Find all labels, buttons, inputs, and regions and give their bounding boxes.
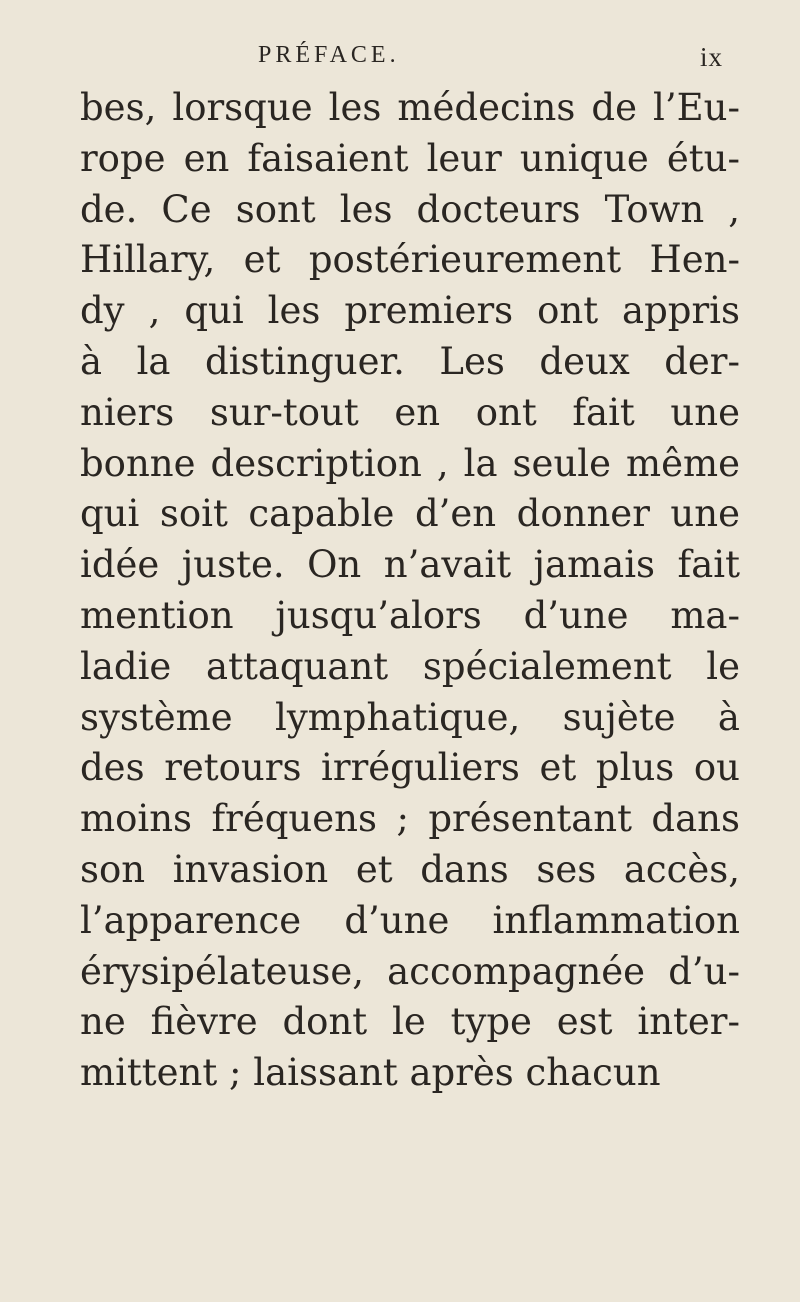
running-title: PRÉFACE. [258,42,400,68]
text-line: ladie attaquant spécialement le [80,644,740,688]
running-head [0,42,800,78]
text-line: l’apparence d’une inflammation [80,898,740,942]
text-line: mention jusqu’alors d’une ma- [80,593,740,637]
text-line: son invasion et dans ses accès, [80,847,740,891]
text-line: bes, lorsque les médecins de l’Eu- [80,86,740,129]
text-line: des retours irréguliers et plus ou [80,746,740,790]
text-line: rope en faisaient leur unique étu- [80,136,740,180]
text-line: de. Ce sont les docteurs Town , [80,187,740,231]
text-line: idée juste. On n’avait jamais fait [80,543,740,587]
text-line: Hillary, et postérieurement Hen- [80,238,740,282]
text-line: moins fréquens ; présentant dans [80,797,740,841]
page-number: ix [700,42,724,72]
body-text [80,83,740,1099]
text-line: à la distinguer. Les deux der- [80,339,740,383]
text-line: ne fièvre dont le type est inter- [80,1000,740,1044]
text-line: système lymphatique, sujète à [80,695,740,739]
text-line: dy , qui les premiers ont appris [80,289,740,333]
text-line: bonne description , la seule même [80,441,740,485]
text-line: niers sur-tout en ont fait une [80,390,740,434]
text-line: qui soit capable d’en donner une [80,492,740,536]
text-line: mittent ; laissant après chacun [80,1051,661,1095]
text-line: érysipélateuse, accompagnée d’u- [80,949,740,993]
